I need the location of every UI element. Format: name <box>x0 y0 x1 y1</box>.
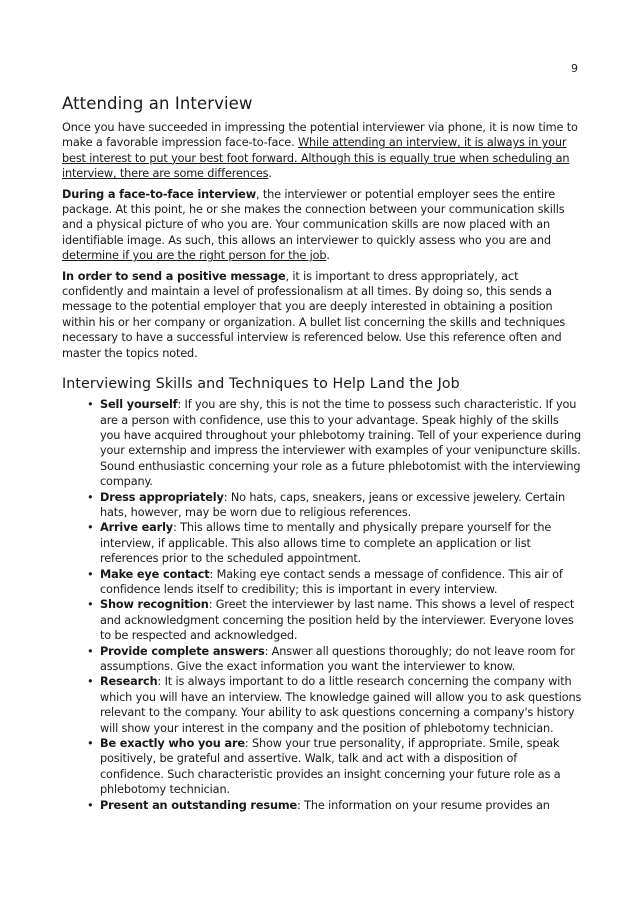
list-item <box>87 567 582 598</box>
bullet-term: Be exactly who you are <box>100 737 245 751</box>
bullet-text: : No hats, caps, sneakers, jeans or excessive jewelery. Certain hats, however, may be worn due to religious references. <box>100 490 566 519</box>
bullet-icon: • <box>87 490 94 504</box>
list-item <box>87 736 582 798</box>
bold-lead: During a face-to-face interview <box>62 187 256 201</box>
bullet-icon: • <box>87 398 94 412</box>
list-item <box>87 597 582 643</box>
underlined-text: While attending an interview, it is always in your best interest to put your best foot forward. Although this is equally true when scheduling an interview, there are some differences <box>62 136 570 181</box>
bullet-icon: • <box>87 737 94 751</box>
paragraph-intro <box>62 120 582 182</box>
bullet-term: Provide complete answers <box>100 644 265 658</box>
bullet-term: Dress appropriately <box>100 490 224 504</box>
list-item <box>87 490 582 521</box>
paragraph-end: . <box>268 167 272 181</box>
paragraph-end: . <box>326 249 330 263</box>
paragraph-positive-message <box>62 269 582 361</box>
bullet-term: Make eye contact <box>100 567 210 581</box>
bullet-text: : This allows time to mentally and physically prepare yourself for the interview, if applicable. This also allows time to complete an application or list references prior to the scheduled appointment. <box>100 521 552 566</box>
section-heading-interviewing-skills: Interviewing Skills and Techniques to Help Land the Job <box>62 376 460 393</box>
bullet-term: Sell yourself <box>100 398 178 412</box>
document-body <box>62 94 582 813</box>
list-item <box>87 674 582 736</box>
list-item <box>87 397 582 489</box>
bullet-text: : Greet the interviewer by last name. This shows a level of respect and acknowledgment concerning the position held by the interviewer. Everyone loves to be respected and acknowledged. <box>100 598 575 643</box>
bold-lead: In order to send a positive message <box>62 269 286 283</box>
page-number: 9 <box>571 62 578 75</box>
bullet-text: : Making eye contact sends a message of confidence. This air of confidence lends itself to credibility; this is important in every interview. <box>100 567 563 596</box>
bullet-term: Research <box>100 675 158 689</box>
bullet-text: : Answer all questions thoroughly; do not leave room for assumptions. Give the exact information you want the interviewer to know. <box>100 644 575 673</box>
paragraph-face-to-face <box>62 187 582 264</box>
bullet-text: : If you are shy, this is not the time to possess such characteristic. If you are a person with confidence, use this to your advantage. Speak highly of the skills you have acquired throughout your phlebotomy training. Tell of your experience during your externship and impress the interviewer with examples of your venipuncture skills. Sound enthusiastic concerning your role as a future phlebotomist with the interviewing company. <box>100 398 582 489</box>
list-item <box>87 520 582 566</box>
bullet-term: Show recognition <box>100 598 209 612</box>
list-item <box>87 798 582 813</box>
paragraph-text: , the interviewer or potential employer sees the entire package. At this point, he or she makes the connection between your communication skills and a physical picture of who you are. Your communication skills are now placed with an identifiable image. As such, this allows an interviewer to quickly assess who you are and <box>62 187 565 247</box>
bullet-term: Present an outstanding resume <box>100 798 297 812</box>
bullet-text: : It is always important to do a little research concerning the company with which you will have an interview. The knowledge gained will allow you to ask questions relevant to the company. Your ability to ask questions concerning a company's history will show your interest in the company and the position of phlebotomy technician. <box>100 675 582 735</box>
bullet-icon: • <box>87 598 94 612</box>
underlined-text: determine if you are the right person for the job <box>62 249 327 263</box>
paragraph-text: , it is important to dress appropriately, act confidently and maintain a level of professionalism at all times. By doing so, this sends a message to the potential employer that you are deeply interested in obtaining a position within his or her company or organization. A bullet list concerning the skills and techniques necessary to have a successful interview is referenced below. Use this reference often and master the topics noted. <box>62 269 566 360</box>
bullet-icon: • <box>87 644 94 658</box>
bullet-icon: • <box>87 567 94 581</box>
bullet-text: : The information on your resume provides an <box>296 798 550 812</box>
skills-bullet-list <box>62 397 582 813</box>
bullet-icon: • <box>87 521 94 535</box>
bullet-icon: • <box>87 675 94 689</box>
bullet-icon: • <box>87 798 94 812</box>
bullet-text: : Show your true personality, if appropriate. Smile, speak positively, be grateful and assertive. Walk, talk and act with a disposition of confidence. Such characteristic provides an insight concerning your future role as a phlebotomy technician. <box>100 737 561 797</box>
paragraph-text: Once you have succeeded in impressing the potential interviewer via phone, it is now time to make a favorable impression face-to-face. <box>62 121 578 150</box>
list-item <box>87 644 582 675</box>
bullet-term: Arrive early <box>100 521 174 535</box>
section-heading-attending-interview: Attending an Interview <box>62 94 253 113</box>
